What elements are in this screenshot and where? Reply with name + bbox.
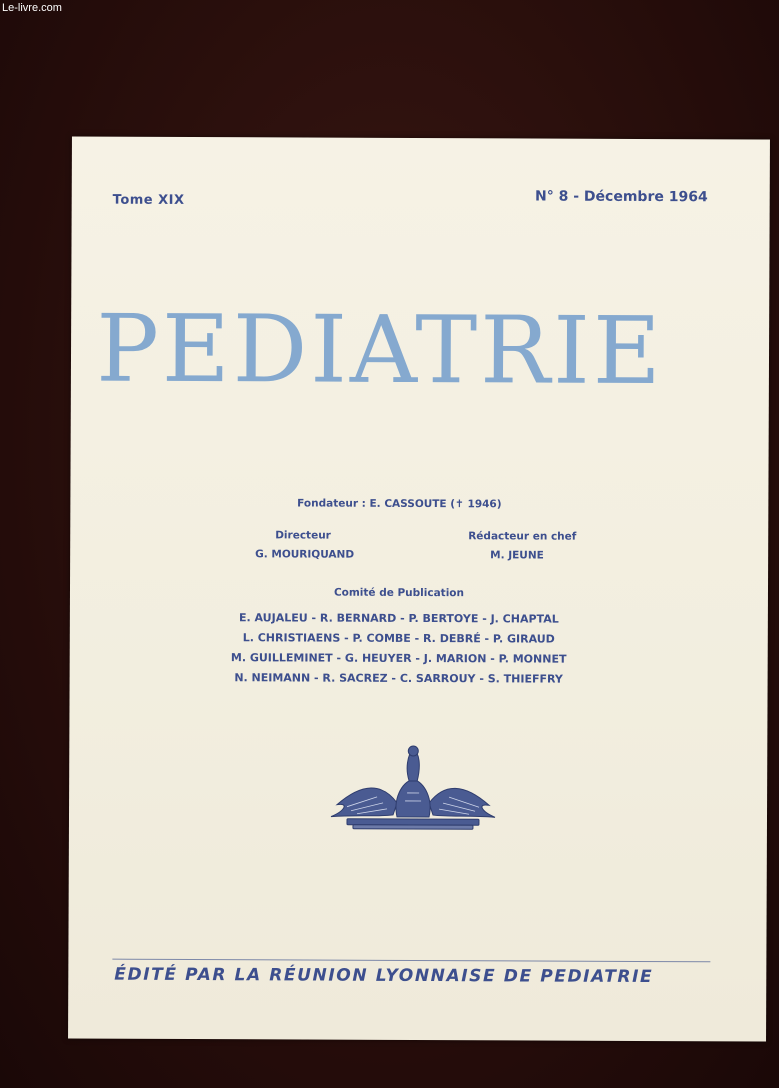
directeur-label: Directeur [275, 529, 331, 542]
publisher-line: ÉDITÉ PAR LA RÉUNION LYONNAISE DE PEDIATRIE [114, 964, 654, 988]
directeur-name: G. MOURIQUAND [255, 548, 355, 561]
publisher-rule [112, 959, 710, 963]
issue-date: N° 8 - Décembre 1964 [535, 188, 708, 206]
comite-label: Comité de Publication [333, 586, 465, 600]
member-line: L. CHRISTIAENS - P. COMBE - R. DEBRÉ - P. GIRAUD [242, 631, 555, 646]
watermark: Le-livre.com [2, 2, 62, 14]
committee-members [70, 607, 768, 690]
fondateur-line: Fondateur : E. CASSOUTE (✝ 1946) [297, 497, 502, 511]
journal-title: PEDIATRIE [96, 294, 665, 406]
pelican-emblem-icon [327, 743, 499, 834]
journal-cover [68, 136, 770, 1041]
redacteur-label: Rédacteur en chef [468, 530, 577, 543]
redacteur-name: M. JEUNE [490, 549, 544, 562]
member-line: M. GUILLEMINET - G. HEUYER - J. MARION - P. MONNET [230, 651, 567, 666]
member-line: E. AUJALEU - R. BERNARD - P. BERTOYE - J. CHAPTAL [238, 611, 559, 626]
tome-number: Tome XIX [112, 192, 185, 208]
member-line: N. NEIMANN - R. SACREZ - C. SARROUY - S. THIEFFRY [234, 671, 563, 686]
